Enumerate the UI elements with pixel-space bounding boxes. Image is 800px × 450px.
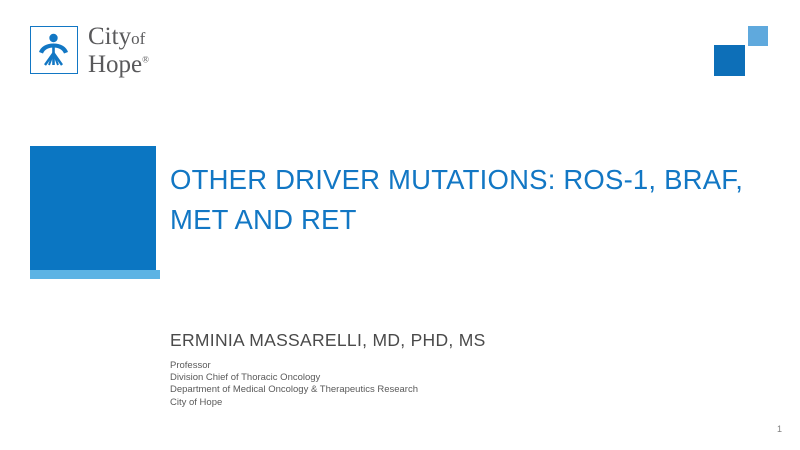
- presenter-affiliations: [170, 360, 418, 409]
- page-number: 1: [776, 424, 782, 434]
- logo: [30, 23, 149, 78]
- affiliation-line: City of Hope: [170, 396, 223, 408]
- accent-underline: [30, 270, 160, 279]
- accent-block: [30, 146, 156, 270]
- city-of-hope-figure-icon: [30, 26, 78, 74]
- decorative-square-dark: [714, 45, 745, 76]
- presenter-name: ERMINIA MASSARELLI, MD, PHD, MS: [170, 330, 486, 350]
- decorative-squares: [714, 26, 768, 76]
- logo-of-text: of: [131, 29, 146, 48]
- logo-wordmark: [88, 24, 149, 77]
- affiliation-line: Division Chief of Thoracic Oncology: [170, 372, 321, 384]
- logo-line2-text: Hope: [88, 51, 143, 78]
- affiliation-line: Professor: [170, 360, 211, 371]
- logo-line1-text: City: [88, 23, 132, 50]
- affiliation-line: Department of Medical Oncology & Therapeutics Research: [170, 384, 419, 396]
- decorative-square-light: [748, 26, 768, 46]
- registered-mark: ®: [142, 54, 149, 65]
- slide-title: OTHER DRIVER MUTATIONS: ROS-1, BRAF, MET AND RET: [170, 164, 744, 235]
